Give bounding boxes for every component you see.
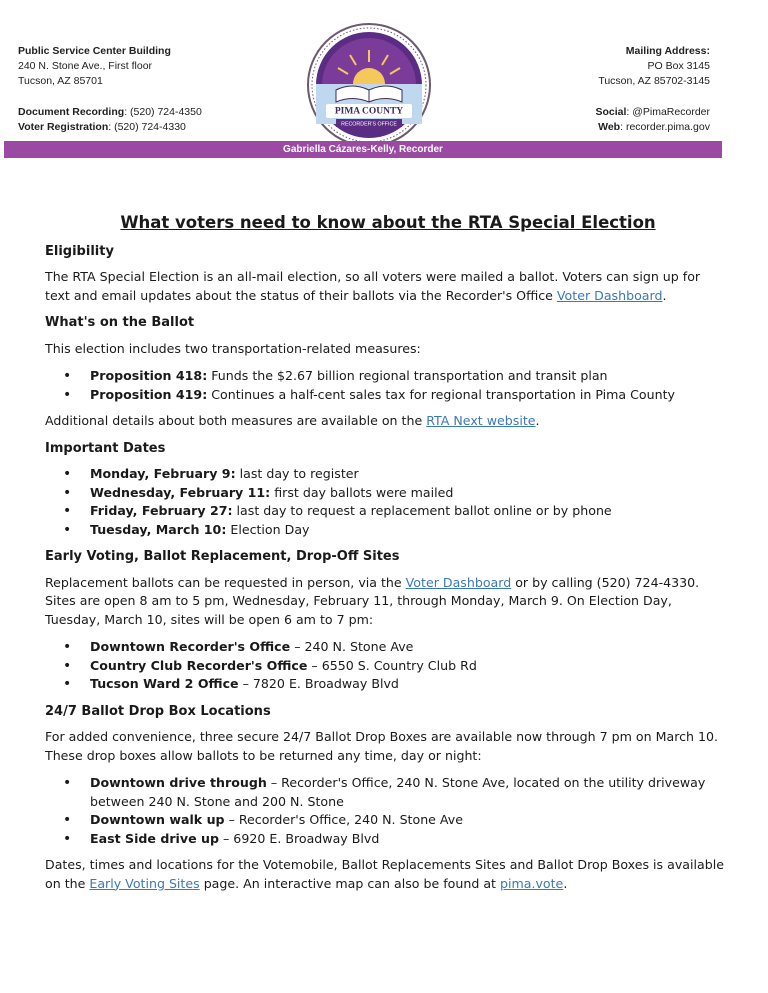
social-handle: : @PimaRecorder [626, 106, 710, 118]
ballot-intro: This election includes two transportation-related measures: [45, 340, 421, 356]
ballot-details-paragraph: Additional details about both measures are available on the RTA Next website. [45, 413, 540, 428]
document-recording-label: Document Recording [18, 106, 125, 118]
early-voting-heading: Early Voting, Ballot Replacement, Drop-Off Sites [45, 549, 400, 564]
address-line-1: 240 N. Stone Ave., First floor [18, 60, 153, 72]
address-line-2: Tucson, AZ 85701 [18, 75, 103, 87]
document-recording-phone: : (520) 724-4350 [124, 106, 202, 118]
office-address-block [18, 44, 202, 135]
list-item: • Proposition 418: Funds the $2.67 billion regional transportation and transit plan [45, 367, 725, 386]
mailing-address-label: Mailing Address: [625, 45, 710, 57]
list-item: • Wednesday, February 11: first day ballots were mailed [45, 484, 725, 503]
rta-next-website-link[interactable]: RTA Next website [426, 413, 536, 428]
eligibility-paragraph: The RTA Special Election is an all-mail election, so all voters were mailed a ballot. Voters can sign up for text and email updates about the status of their ballots via the Recorder's Office Voter Dashboard. [45, 269, 701, 303]
drop-box-paragraph: For added convenience, three secure 24/7 Ballot Drop Boxes are available now through 7 pm on March 10. These drop boxes allow ballots to be returned any time, day or night: [45, 729, 719, 763]
building-name: Public Service Center Building [18, 45, 171, 57]
voter-registration-phone: : (520) 724-4330 [108, 121, 186, 133]
list-item: • Friday, February 27: last day to request a replacement ballot online or by phone [45, 502, 725, 521]
mailing-address-block [595, 44, 710, 135]
pima-county-seal-logo [306, 22, 432, 148]
list-item: • Proposition 419: Continues a half-cent sales tax for regional transportation in Pima County [45, 386, 725, 405]
web-label: Web [598, 121, 621, 133]
list-item: • Downtown walk up – Recorder's Office, 240 N. Stone Ave [45, 811, 725, 830]
drop-box-heading: 24/7 Ballot Drop Box Locations [45, 703, 271, 719]
seal-line-2: RECORDER'S OFFICE [341, 121, 397, 128]
voter-dashboard-link[interactable]: Voter Dashboard [405, 574, 512, 590]
document-body [45, 214, 725, 902]
important-dates-heading: Important Dates [45, 440, 166, 456]
pima-vote-link[interactable]: pima.vote [499, 875, 564, 891]
po-box: PO Box 3145 [647, 60, 710, 72]
important-dates-list [45, 465, 725, 539]
list-item: • Monday, February 9: last day to register [45, 465, 725, 484]
list-item: • Country Club Recorder's Office – 6550 S. Country Club Rd [45, 657, 725, 676]
closing-paragraph: Dates, times and locations for the Votemobile, Ballot Replacements Sites and Ballot Drop Boxes is available on the Early Voting Sites page. An interactive map can also be found at pima.vote. [45, 857, 724, 891]
list-item: • Tuesday, March 10: Election Day [45, 521, 725, 540]
page-title: What voters need to know about the RTA Special Election [120, 213, 656, 232]
web-address: : recorder.pima.gov [620, 121, 710, 133]
ballot-heading: What's on the Ballot [45, 315, 195, 330]
early-voting-paragraph: Replacement ballots can be requested in person, via the Voter Dashboard or by calling (520) 724-4330. Sites are open 8 am to 5 pm, Wednesday, February 11, through Monday, March 9. On Election Day, Tuesday, March 10, sites will be open 6 am to 7 pm: [45, 574, 700, 627]
list-item: • East Side drive up – 6920 E. Broadway Blvd [45, 830, 725, 849]
seal-line-1: PIMA COUNTY [334, 106, 404, 117]
drop-box-list [45, 774, 725, 848]
social-label: Social [595, 106, 627, 118]
eligibility-heading: Eligibility [45, 243, 114, 259]
recorder-name-bar: Gabriella Cázares-Kelly, Recorder [4, 141, 722, 158]
early-voting-sites-link[interactable]: Early Voting Sites [89, 875, 200, 891]
letterhead [0, 0, 768, 160]
list-item: • Downtown drive through – Recorder's Office, 240 N. Stone Ave, located on the utility driveway between 240 N. Stone and 200 N. Stone [45, 774, 725, 811]
list-item: • Tucson Ward 2 Office – 7820 E. Broadway Blvd [45, 675, 725, 694]
voter-registration-label: Voter Registration [18, 121, 109, 133]
mailing-city: Tucson, AZ 85702-3145 [598, 75, 710, 87]
list-item: • Downtown Recorder's Office – 240 N. Stone Ave [45, 638, 725, 657]
ballot-measures-list [45, 367, 725, 404]
early-voting-sites-list [45, 638, 725, 694]
voter-dashboard-link[interactable]: Voter Dashboard [556, 287, 663, 303]
